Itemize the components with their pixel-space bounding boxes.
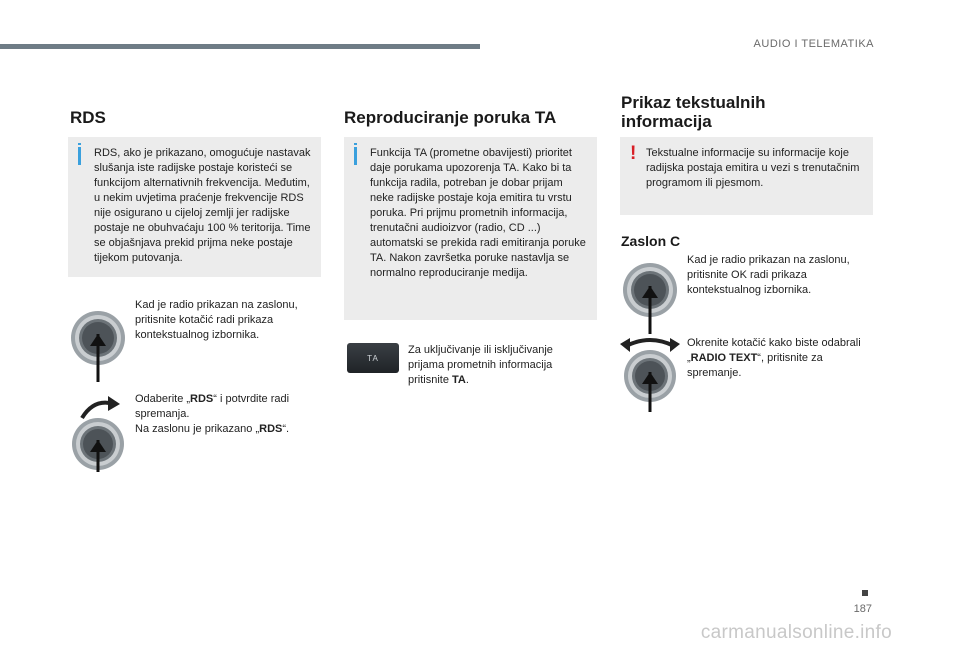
ta-step-bold: TA xyxy=(452,374,466,386)
rds-title: RDS xyxy=(70,108,106,127)
watermark: carmanualsonline.info xyxy=(700,622,892,643)
rds-step2-bold-a: RDS xyxy=(190,393,214,405)
rds-note-text: RDS, ako je prikazano, omogućuje nastavak slušanja iste radijske postaje koristeći se funkcijom alternativnih frekvencija. Međutim, u nekim uvjetima praćenje frekvencije RDS nije osigurano u cijeloj zemlji jer radijske postaje ne obuhvaćaju 100 % teritorija. Time se objašnjava prekid prijma neke postaje tijekom putovanja. xyxy=(94,147,311,264)
ta-step xyxy=(408,343,588,388)
rotary-knob-icon xyxy=(68,304,128,384)
ta-note xyxy=(344,137,597,320)
ta-title: Reproduciranje poruka TA xyxy=(344,108,557,127)
rds-step2-bold-b: RDS xyxy=(259,423,283,435)
rotary-knob-icon xyxy=(620,256,680,336)
text-info-step1: Kad je radio prikazan na zaslonu, pritisnite OK radi prikaza kontekstualnog izbornika. xyxy=(687,254,850,296)
info-mark-icon xyxy=(78,147,81,165)
page-number: 187 xyxy=(853,603,872,615)
text-info-title xyxy=(621,93,766,131)
rds-step2-text-d: “. xyxy=(282,423,290,435)
rds-step2-text-c: Na zaslonu je prikazano „ xyxy=(135,423,260,435)
text-info-step2-bold: RADIO TEXT xyxy=(690,352,758,364)
rds-note xyxy=(68,137,321,277)
section-header: AUDIO I TELEMATIKA xyxy=(753,38,874,50)
text-info-step2-text-b: “, pritisnite za spremanje. xyxy=(687,352,823,379)
text-info-title-line2: informacija xyxy=(621,112,712,131)
rds-step1: Kad je radio prikazan na zaslonu, pritisnite kotačić radi prikaza kontekstualnog izbornika. xyxy=(135,299,298,341)
rotary-knob-turn-icon xyxy=(68,392,128,472)
info-mark-icon xyxy=(354,147,357,165)
zaslon-c-subtitle: Zaslon C xyxy=(621,233,681,249)
ta-note-text: Funkcija TA (prometne obavijesti) prioritet daje porukama upozorenja TA. Kako bi ta funkcija radila, potreban je dobar prijam neke radijske postaje koja emitira tu vrstu poruka. Pri prijmu prometnih informacija, trenutačni audioizvor (radio, CD ...) automatski se prekida radi emitiranja poruke TA. Nakon završetka poruke nastavlja se normalno reproduciranje medija. xyxy=(370,147,586,279)
rds-step2-text-a: Odaberite „ xyxy=(135,393,191,405)
ta-step-text-a: Za uključivanje ili isključivanje prijama prometnih informacija pritisnite xyxy=(408,344,553,386)
ta-step-text-b: . xyxy=(465,374,469,386)
rotary-knob-rotate-icon xyxy=(620,332,680,412)
text-info-step2-text-a: Okrenite kotačić kako biste odabrali „ xyxy=(687,337,861,364)
rds-step2 xyxy=(135,392,320,437)
rds-step2-text-b: “ i potvrdite radi spremanja. xyxy=(135,393,290,420)
text-info-note-text: Tekstualne informacije su informacije koje radijska postaja emitira u vezi s trenutačnim programom ili pjesmom. xyxy=(646,147,860,189)
exclamation-icon: ! xyxy=(630,143,637,164)
ta-button-icon: TA xyxy=(347,343,399,373)
text-info-title-line1: Prikaz tekstualnih xyxy=(621,93,766,112)
page-marker xyxy=(862,590,868,596)
text-info-step2 xyxy=(687,336,872,381)
top-rule xyxy=(0,44,480,49)
text-info-note xyxy=(620,137,873,215)
